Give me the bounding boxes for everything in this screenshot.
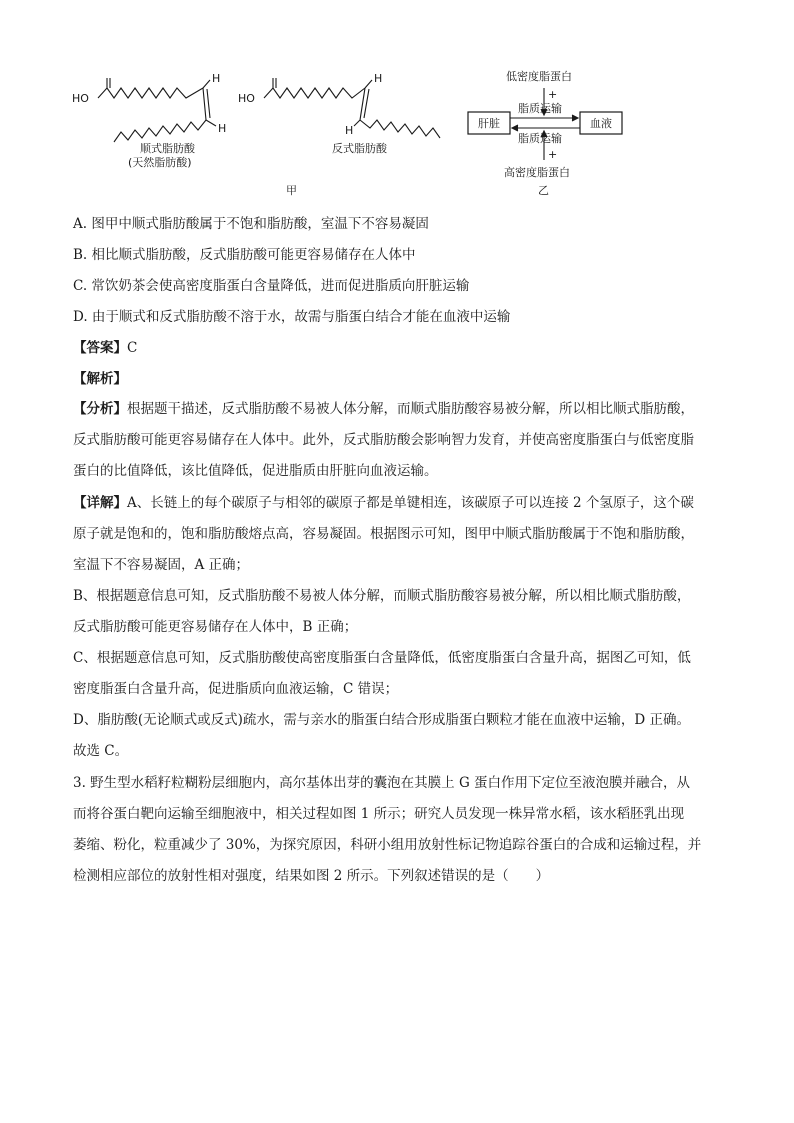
trans-h-bond-bottom [354, 120, 360, 126]
xiangjie-line-8: D、脂肪酸(无论顺式或反式)疏水，需与亲水的脂蛋白结合形成脂蛋白颗粒才能在血液中运输，D 正确。 [73, 712, 690, 728]
option-d: D. 由于顺式和反式脂肪酸不溶于水，故需与脂蛋白结合才能在血液中运输 [73, 309, 511, 325]
q3-line-2: 而将谷蛋白靶向运输至细胞液中，相关过程如图 1 所示；研究人员发现一株异常水稻，该水稻胚乳出现 [73, 806, 685, 822]
cis-h-bottom-label: H [218, 122, 227, 135]
xiangjie-line-2: 原子就是饱和的，饱和脂肪酸熔点高，容易凝固。根据图示可知，图甲中顺式脂肪酸属于不饱和脂肪酸， [73, 526, 694, 542]
xiangjie-line-1 [73, 488, 723, 519]
trans-chain-lower [360, 120, 440, 138]
arrow-blood-to-liver-head [512, 125, 518, 131]
analysis-tag [73, 369, 127, 389]
cis-ho-label: HO [72, 92, 89, 105]
xiangjie-line-5: 反式脂肪酸可能更容易储存在人体中，B 正确； [73, 619, 358, 635]
cis-chain-lower [114, 120, 206, 142]
plus-bottom: + [548, 148, 558, 161]
fenxi-line-3: 蛋白的比值降低，该比值降低，促进脂质由肝脏向血液运输。 [73, 463, 438, 479]
trans-ho-label: HO [238, 92, 255, 105]
xiangjie-paragraph [73, 488, 723, 767]
trans-chain-upper [264, 88, 365, 98]
trans-double-bond-2 [364, 89, 369, 118]
figure-jia-label: 甲 [286, 184, 297, 197]
xiangjie-line-7: 密度脂蛋白含量升高，促进脂质向血液运输，C 错误； [73, 681, 399, 697]
option-b: B. 相比顺式脂肪酸，反式脂肪酸可能更容易储存在人体中 [73, 247, 416, 263]
liver-label: 肝脏 [478, 117, 500, 130]
transport-bottom-label: 脂质运输 [518, 132, 562, 145]
plus-top: + [548, 88, 558, 101]
fenxi-paragraph [73, 394, 723, 487]
cis-h-bond-top [203, 80, 210, 88]
xiangjie-line-6: C、根据题意信息可知，反式脂肪酸使高密度脂蛋白含量降低，低密度脂蛋白含量升高，据图乙可知，低 [73, 650, 691, 666]
trans-h-top-label: H [374, 72, 383, 85]
trans-caption: 反式脂肪酸 [332, 142, 387, 155]
fenxi-tag: 【分析】 [73, 401, 127, 417]
hdl-label: 高密度脂蛋白 [504, 166, 570, 179]
ldl-label: 低密度脂蛋白 [506, 70, 572, 83]
xiangjie-text-1: A、长链上的每个碳原子与相邻的碳原子都是单键相连，该碳原子可以连接 2 个氢原子，这个碳 [127, 495, 694, 511]
option-c: C. 常饮奶茶会使高密度脂蛋白含量降低，进而促进脂质向肝脏运输 [73, 278, 470, 294]
q3-line-4: 检测相应部位的放射性相对强度，结果如图 2 所示。下列叙述错误的是（ ） [73, 868, 550, 884]
trans-h-bond-top [365, 80, 372, 88]
figure-svg [60, 60, 680, 200]
q3-line-1: 3. 野生型水稻籽粒糊粉层细胞内，高尔基体出芽的囊泡在其膜上 G 蛋白作用下定位至液泡膜并融合，从 [73, 775, 691, 791]
analysis-heading: 【解析】 [73, 371, 127, 387]
transport-top-label: 脂质运输 [518, 102, 562, 115]
option-a: A. 图甲中顺式脂肪酸属于不饱和脂肪酸，室温下不容易凝固 [73, 216, 429, 232]
answer-line [73, 338, 137, 358]
xiangjie-tag: 【详解】 [73, 495, 127, 511]
figure-yi-label: 乙 [538, 184, 549, 197]
answer-value: C [127, 340, 138, 356]
fenxi-line-1 [73, 394, 723, 425]
cis-caption: 顺式脂肪酸 [140, 142, 195, 155]
xiangjie-line-3: 室温下不容易凝固，A 正确； [73, 557, 250, 573]
xiangjie-line-9: 故选 C。 [73, 743, 129, 759]
trans-h-bottom-label: H [345, 124, 354, 137]
xiangjie-line-4: B、根据题意信息可知，反式脂肪酸不易被人体分解，而顺式脂肪酸容易被分解，所以相比顺式脂肪酸， [73, 588, 691, 604]
cis-double-bond [203, 88, 206, 120]
question-3 [73, 768, 723, 892]
cis-h-bond-bottom [206, 120, 216, 126]
cis-chain-upper [98, 88, 203, 98]
answer-tag: 【答案】 [73, 340, 127, 356]
q3-line-3: 萎缩、粉化，粒重减少了 30%，为探究原因，科研小组用放射性标记物追踪谷蛋白的合成和运输过程，并 [73, 837, 702, 853]
cis-double-bond-2 [207, 89, 210, 118]
arrow-liver-to-blood-head [572, 115, 578, 121]
fenxi-line-2: 反式脂肪酸可能更容易储存在人体中。此外，反式脂肪酸会影响智力发育，并使高密度脂蛋白与低密度脂 [73, 432, 694, 448]
figure-jia-yi [60, 60, 680, 200]
fenxi-text-1: 根据题干描述，反式脂肪酸不易被人体分解，而顺式脂肪酸容易被分解，所以相比顺式脂肪酸， [127, 401, 694, 417]
blood-label: 血液 [590, 117, 612, 130]
cis-caption-natural: (天然脂肪酸) [128, 156, 192, 169]
cis-h-top-label: H [212, 72, 221, 85]
